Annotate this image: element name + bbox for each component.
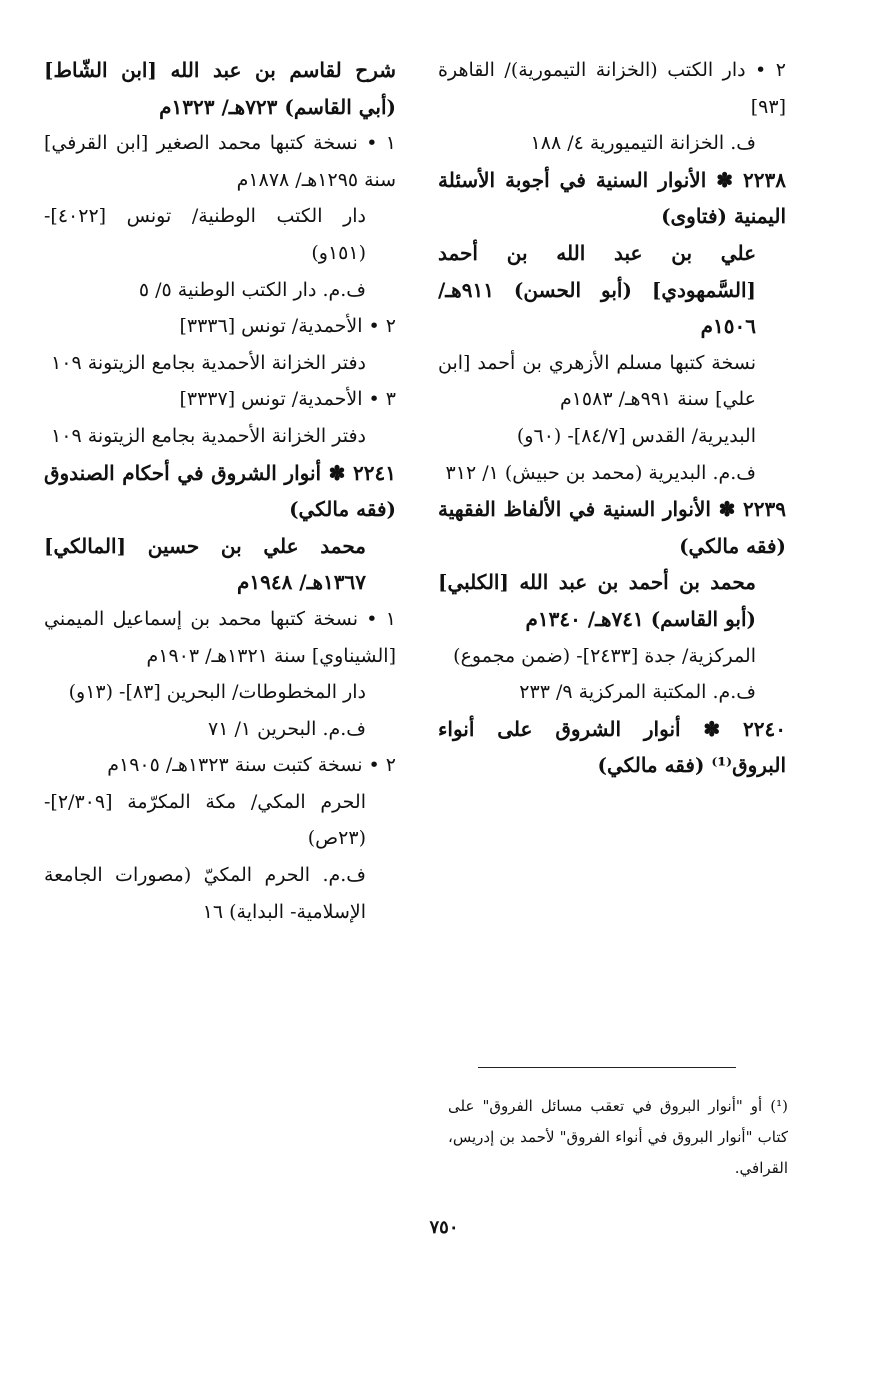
entry-line: دفتر الخزانة الأحمدية بجامع الزيتونة ١٠٩: [51, 424, 366, 447]
entry-line: ف. الخزانة التيميورية ٤/ ١٨٨: [530, 132, 756, 155]
entry-line: البديرية/ القدس [٨٤/٧]- (٦٠و): [516, 424, 756, 447]
entry-line: ٢ • نسخة كتبت سنة ١٣٢٣هـ/ ١٩٠٥م: [107, 754, 396, 777]
entry-line: ف.م. المكتبة المركزية ٩/ ٢٣٣: [519, 681, 756, 704]
entry-line: المركزية/ جدة [٢٤٣٣]- (ضمن مجموع): [453, 644, 756, 667]
entry-line: الحرم المكي/ مكة المكرّمة [٢/٣٠٩]- (٢٣ص): [44, 790, 366, 850]
entry-author: محمد علي بن حسين [المالكي] ١٣٦٧هـ/ ١٩٤٨م: [44, 533, 366, 595]
entry-author: علي بن عبد الله بن أحمد [السَّمهودي] (أبو الحسن) ٩١١هـ/ ١٥٠٦م: [438, 240, 756, 339]
entry-line: ١ • نسخة كتبها محمد بن إسماعيل الميمني [الشيناوي] سنة ١٣٢١هـ/ ١٩٠٣م: [44, 607, 396, 667]
entry-line: ١ • نسخة كتبها محمد الصغير [ابن القرفي] سنة ١٢٩٥هـ/ ١٨٧٨م: [44, 132, 396, 191]
right-column: [438, 52, 786, 784]
entry-line: ٣ • الأحمدية/ تونس [٣٣٣٧]: [179, 388, 396, 411]
entry-line: ٢ • دار الكتب (الخزانة التيمورية)/ القاهرة [٩٣]: [438, 59, 786, 118]
entry-line: ف.م. الحرم المكيّ (مصورات الجامعة الإسلامية- البداية) ١٦: [44, 864, 366, 923]
entry-line: ف.م. البحرين ١/ ٧١: [207, 717, 366, 740]
entry-line: ف.م. دار الكتب الوطنية ٥/ ٥: [138, 278, 366, 301]
page-number: ٧٥٠: [429, 1217, 459, 1238]
entry-line: نسخة كتبها مسلم الأزهري بن أحمد [ابن علي] سنة ٩٩١هـ/ ١٥٨٣م: [438, 351, 756, 411]
entry-heading: ٢٢٤١ ✽ أنوار الشروق في أحكام الصندوق (فقه مالكي): [44, 460, 396, 522]
entry-heading: شرح لقاسم بن عبد الله [ابن الشّاط] (أبي القاسم) ٧٢٣هـ/ ١٣٢٣م: [44, 58, 396, 119]
entry-heading: ٢٢٤٠ ✽ أنوار الشروق على أنواء البروق⁽¹⁾ (فقه مالكي): [438, 716, 786, 778]
entry-heading: ٢٢٣٨ ✽ الأنوار السنية في أجوبة الأسئلة اليمنية (فتاوى): [438, 167, 786, 229]
entry-line: دار الكتب الوطنية/ تونس [٤٠٢٢]- (١٥١و): [44, 205, 366, 264]
entry-heading: ٢٢٣٩ ✽ الأنوار السنية في الألفاظ الفقهية (فقه مالكي): [438, 497, 786, 558]
entry-line: ٢ • الأحمدية/ تونس [٣٣٣٦]: [179, 315, 396, 338]
left-column: [44, 52, 396, 930]
entry-line: دفتر الخزانة الأحمدية بجامع الزيتونة ١٠٩: [51, 351, 366, 374]
entry-line: دار المخطوطات/ البحرين [٨٣]- (١٣و): [68, 681, 366, 704]
entry-line: ف.م. البديرية (محمد بن حبيش) ١/ ٣١٢: [445, 461, 756, 484]
footnote-divider: [478, 1067, 736, 1068]
footnote: (¹) أو "أنوار البروق في تعقب مسائل الفروق" على كتاب "أنوار البروق في أنواء الفروق" لأحمد بن إدريس، القرافي.: [448, 1097, 788, 1177]
entry-author: محمد بن أحمد بن عبد الله [الكلبي] (أبو القاسم) ٧٤١هـ/ ١٣٤٠م: [438, 570, 756, 631]
